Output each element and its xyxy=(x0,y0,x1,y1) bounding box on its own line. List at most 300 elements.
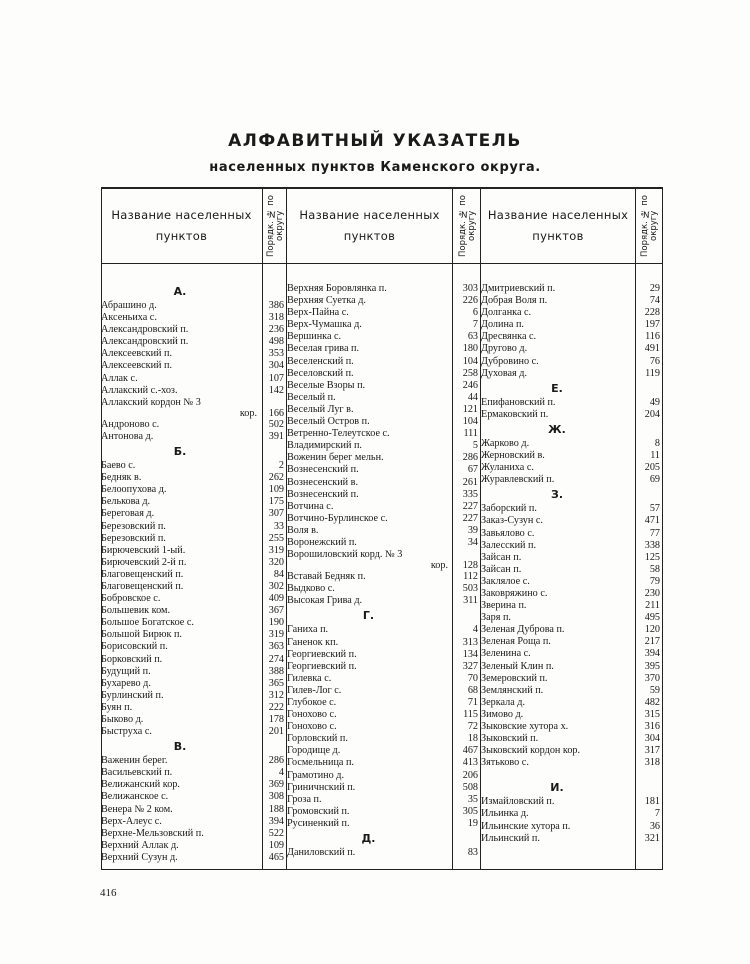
index-entry xyxy=(101,373,286,385)
entry-number: 77 xyxy=(649,527,660,539)
header-name-line1: Название населенных xyxy=(299,208,440,222)
entry-name: Заказ-Сузун с. xyxy=(481,515,543,527)
index-entry xyxy=(481,624,662,636)
entry-number: 121 xyxy=(462,403,478,415)
entry-name: Зайсан п. xyxy=(481,551,522,563)
entry-number: 391 xyxy=(268,430,284,442)
entry-name: Георгиевский п. xyxy=(287,660,357,672)
entry-name: Ильинка д. xyxy=(481,808,529,820)
index-entry xyxy=(101,779,286,791)
index-entry xyxy=(481,745,662,757)
entry-number: 471 xyxy=(644,515,660,527)
index-entry xyxy=(101,581,286,593)
entry-name: Быково д. xyxy=(101,714,144,725)
entry-name: Воля в. xyxy=(287,524,319,536)
index-entry xyxy=(101,484,286,496)
section-letter: И. xyxy=(550,781,564,795)
index-entry xyxy=(101,767,286,779)
entry-number: 394 xyxy=(644,648,660,660)
index-entry xyxy=(287,464,480,476)
entry-name: Владимирский п. xyxy=(287,440,362,452)
entry-name: Дресвянка с. xyxy=(481,331,537,343)
entry-number: 188 xyxy=(268,803,284,815)
entry-number: 482 xyxy=(644,696,660,708)
entry-name: Веселенский п. xyxy=(287,355,354,367)
index-entry xyxy=(481,528,662,540)
index-entry xyxy=(481,356,662,368)
entry-name: Верхний Аллак д. xyxy=(101,839,179,851)
index-entry xyxy=(287,283,480,295)
index-entry xyxy=(287,501,480,513)
index-entry xyxy=(287,770,480,782)
entry-name: Земеровский п. xyxy=(481,672,548,684)
index-entry xyxy=(101,472,286,484)
section-letter: З. xyxy=(551,488,563,502)
entry-name: Борисовский п. xyxy=(101,641,168,653)
entry-number: 7 xyxy=(472,319,478,331)
index-entry xyxy=(481,474,662,486)
index-entry xyxy=(287,392,480,404)
entry-name: Ганиха п. xyxy=(287,624,329,636)
entry-name: Землянский п. xyxy=(481,684,544,696)
entry-number: 394 xyxy=(268,815,284,827)
section-letter: Г. xyxy=(362,609,375,623)
entry-name: Веселые Взоры п. xyxy=(287,379,366,391)
index-entry xyxy=(481,438,662,450)
entry-number: 4 xyxy=(472,624,478,636)
index-table xyxy=(101,187,663,870)
index-entry xyxy=(287,624,480,636)
index-entry xyxy=(287,847,480,859)
entry-name: Гилев-Лог с. xyxy=(287,684,342,696)
header-name-line2: пунктов xyxy=(155,229,208,243)
entry-number: 107 xyxy=(268,372,284,384)
entry-number: 286 xyxy=(268,755,284,767)
index-entry xyxy=(287,295,480,307)
index-entry xyxy=(287,583,480,595)
entry-name: Громовский п. xyxy=(287,805,350,817)
index-entry xyxy=(481,576,662,588)
entry-number: 166 xyxy=(268,407,284,419)
entry-number: 317 xyxy=(644,745,660,757)
entry-name: Быструха с. xyxy=(101,726,152,738)
entry-number: 246 xyxy=(462,379,478,391)
index-entry xyxy=(101,593,286,605)
entry-name: Алексеевский п. xyxy=(101,348,173,360)
index-entry xyxy=(481,409,662,421)
index-entry xyxy=(287,319,480,331)
entry-name: Глубокое с. xyxy=(287,697,337,708)
index-entry xyxy=(101,804,286,816)
entry-number: 395 xyxy=(644,660,660,672)
index-entry xyxy=(287,549,480,561)
entry-name: Велижанский кор. xyxy=(101,779,180,791)
index-entry xyxy=(287,307,480,319)
index-entry xyxy=(101,690,286,702)
entry-number: 286 xyxy=(462,452,478,464)
index-entry xyxy=(287,757,480,769)
entry-number: 335 xyxy=(462,488,478,500)
entry-number: 304 xyxy=(268,360,284,372)
index-entry xyxy=(287,477,480,489)
index-entry xyxy=(481,503,662,515)
entry-name: Измайловский п. xyxy=(481,796,555,808)
entry-name: Буян п. xyxy=(101,701,133,713)
entry-name: Вознесенский п. xyxy=(287,488,359,500)
index-entry xyxy=(101,460,286,472)
entry-name: Зимово д. xyxy=(481,708,524,720)
index-entry xyxy=(101,300,286,312)
entry-name: Березовский п. xyxy=(101,532,166,544)
entry-number: 175 xyxy=(268,496,284,508)
header-name-line1: Название населенных xyxy=(487,208,629,222)
index-entry xyxy=(101,666,286,678)
index-entry xyxy=(287,489,480,501)
entry-number: 502 xyxy=(268,418,284,430)
entry-number: 316 xyxy=(644,721,660,732)
table-rule xyxy=(662,189,663,869)
entry-number: 320 xyxy=(268,556,284,568)
entry-continuation-text: кор. xyxy=(239,407,257,419)
section-letter: В. xyxy=(173,740,187,754)
entry-number: 134 xyxy=(462,648,478,660)
entry-number: 120 xyxy=(644,624,660,636)
index-entry xyxy=(287,404,480,416)
index-entry xyxy=(287,697,480,709)
entry-number: 312 xyxy=(268,689,284,701)
index-entry xyxy=(101,852,286,864)
entry-number: 8 xyxy=(654,437,660,449)
index-entry xyxy=(481,307,662,319)
entry-number: 35 xyxy=(467,793,478,805)
index-entry xyxy=(101,755,286,767)
index-entry xyxy=(101,702,286,714)
entry-name: Жерновский в. xyxy=(481,450,545,462)
entry-number: 522 xyxy=(268,827,284,839)
entry-number: 29 xyxy=(649,283,660,294)
entry-name: Зыковский кордон кор. xyxy=(481,745,581,757)
index-entry xyxy=(287,782,480,794)
index-entry xyxy=(287,595,480,607)
entry-name: Заклялое с. xyxy=(481,575,530,587)
entry-name: Воженин берег мельн. xyxy=(287,452,384,464)
entry-number: 142 xyxy=(268,384,284,396)
index-entry xyxy=(287,331,480,343)
entry-number: 261 xyxy=(462,476,478,488)
index-entry xyxy=(101,816,286,828)
index-entry xyxy=(287,343,480,355)
entry-number: 318 xyxy=(268,312,284,324)
entry-name: Выдково с. xyxy=(287,583,335,595)
entry-number: 76 xyxy=(649,355,660,367)
index-entry xyxy=(481,673,662,685)
index-entry xyxy=(287,806,480,818)
entry-number: 465 xyxy=(268,851,284,863)
index-entry xyxy=(287,637,480,649)
entry-number: 503 xyxy=(462,583,478,595)
entry-name: Долина п. xyxy=(481,319,524,331)
entry-name: Добрая Воля п. xyxy=(481,295,548,307)
entry-name: Зверина п. xyxy=(481,600,527,612)
index-entry xyxy=(481,343,662,355)
entry-number: 18 xyxy=(467,733,478,745)
index-entry xyxy=(101,385,286,397)
index-entry xyxy=(287,649,480,661)
entry-name: Верх-Чумашка д. xyxy=(287,319,362,331)
entry-name: Вотчина с. xyxy=(287,500,334,512)
entry-number: 338 xyxy=(644,539,660,551)
entry-name: Ермаковский п. xyxy=(481,408,549,420)
index-entry xyxy=(481,462,662,474)
entry-name: Ганенок кп. xyxy=(287,636,339,648)
entry-name: Благовещенский п. xyxy=(101,568,184,580)
section-letter: Ж. xyxy=(548,422,566,436)
entry-number: 44 xyxy=(467,391,478,403)
entry-name: Другово д. xyxy=(481,343,528,355)
entry-name: Бурлинский п. xyxy=(101,689,164,701)
index-entry xyxy=(101,629,286,641)
entry-name: Верхняя Суетка д. xyxy=(287,295,366,307)
entry-name: Зятьково с. xyxy=(481,757,529,769)
entry-name: Зеленая Роща п. xyxy=(481,636,551,648)
entry-name: Бухарево д. xyxy=(101,677,151,689)
entry-number: 217 xyxy=(644,636,660,648)
entry-number: 57 xyxy=(649,503,660,515)
index-entry xyxy=(481,283,662,295)
entry-number: 112 xyxy=(463,571,478,583)
index-entry xyxy=(287,661,480,673)
header-divider xyxy=(101,263,663,264)
entry-number: 201 xyxy=(268,726,284,738)
entry-name: Залесский п. xyxy=(481,539,537,551)
entry-name: Грамотино д. xyxy=(287,769,344,781)
entry-name: Аллакский с.-хоз. xyxy=(101,384,178,396)
entry-name: Андроново с. xyxy=(101,418,160,430)
index-entry xyxy=(287,513,480,525)
entry-number: 365 xyxy=(268,677,284,689)
index-entry xyxy=(481,564,662,576)
entry-number: 313 xyxy=(462,636,478,648)
entry-name: Абрашино д. xyxy=(101,300,157,311)
index-entry xyxy=(287,733,480,745)
index-entry xyxy=(101,840,286,852)
entry-number: 227 xyxy=(462,500,478,512)
index-entry xyxy=(101,419,286,431)
index-entry xyxy=(101,397,286,409)
entry-number: 327 xyxy=(462,660,478,672)
entry-name: Бирючевский 1-ый. xyxy=(101,544,186,556)
index-entry xyxy=(481,636,662,648)
index-entry xyxy=(287,537,480,549)
index-entry xyxy=(101,496,286,508)
entry-name: Вознесенский п. xyxy=(287,464,359,476)
entry-name: Веселый п. xyxy=(287,391,336,403)
entry-name: Воронежский п. xyxy=(287,536,357,548)
index-entry xyxy=(287,380,480,392)
index-entry xyxy=(481,295,662,307)
index-entry xyxy=(287,452,480,464)
entry-name: Городище д. xyxy=(287,745,341,757)
index-entry xyxy=(101,654,286,666)
entry-number: 386 xyxy=(268,300,284,311)
entry-name: Велижанское с. xyxy=(101,791,169,803)
entry-name: Алексеевский п. xyxy=(101,360,173,372)
entry-number: 2 xyxy=(278,460,284,472)
index-entry xyxy=(101,726,286,738)
entry-number: 236 xyxy=(268,324,284,336)
index-entry xyxy=(481,733,662,745)
entry-name: Вершинка с. xyxy=(287,331,342,343)
entry-name: Гилевка с. xyxy=(287,672,332,684)
entry-name: Заря п. xyxy=(481,612,511,624)
entry-number: 353 xyxy=(268,348,284,360)
index-entry xyxy=(101,791,286,803)
index-entry xyxy=(481,600,662,612)
column-header-number: Порядк. № по округу xyxy=(458,195,477,257)
entry-name: Аксеньиха с. xyxy=(101,312,157,324)
entry-number: 49 xyxy=(649,396,660,408)
entry-name: Белькова д. xyxy=(101,496,151,508)
index-entry xyxy=(101,605,286,617)
index-entry xyxy=(101,545,286,557)
entry-number: 302 xyxy=(268,580,284,592)
index-entry xyxy=(287,745,480,757)
entry-name: Зеленая Дуброва п. xyxy=(481,624,565,636)
entry-number: 74 xyxy=(649,295,660,307)
entry-number: 498 xyxy=(268,336,284,348)
entry-number: 318 xyxy=(644,757,660,769)
entry-name: Веселовский п. xyxy=(287,367,354,379)
entry-number: 119 xyxy=(645,367,660,379)
entry-name: Заковряжино с. xyxy=(481,587,548,599)
entry-name: Ильинский п. xyxy=(481,832,540,844)
index-entry xyxy=(101,324,286,336)
entry-number: 128 xyxy=(462,560,478,572)
index-entry xyxy=(101,569,286,581)
entry-name: Аллак с. xyxy=(101,372,138,384)
header-name-line2: пунктов xyxy=(532,229,584,243)
entry-number: 319 xyxy=(268,629,284,641)
entry-name: Госмельница п. xyxy=(287,757,354,769)
index-entry xyxy=(287,571,480,583)
index-entry xyxy=(101,508,286,520)
entry-number: 363 xyxy=(268,641,284,653)
entry-number: 409 xyxy=(268,593,284,605)
entry-number: 211 xyxy=(645,600,660,612)
column-header-name xyxy=(101,205,262,247)
entry-number: 491 xyxy=(644,343,660,355)
index-entry xyxy=(481,450,662,462)
index-entry xyxy=(287,721,480,733)
index-entry xyxy=(481,685,662,697)
entry-continuation xyxy=(101,409,286,419)
entry-name: Дубровино с. xyxy=(481,355,539,367)
entry-number: 495 xyxy=(644,612,660,624)
index-entry xyxy=(101,348,286,360)
index-entry xyxy=(287,368,480,380)
index-entry xyxy=(101,312,286,324)
index-entry xyxy=(481,796,662,808)
entry-number: 206 xyxy=(462,769,478,781)
entry-number: 5 xyxy=(472,440,478,452)
entry-number: 190 xyxy=(268,617,284,629)
index-entry xyxy=(101,557,286,569)
index-entry xyxy=(481,697,662,709)
entry-name: Антонова д. xyxy=(101,430,154,442)
index-entry xyxy=(481,757,662,769)
entry-name: Ворошиловский корд. № 3 xyxy=(287,549,403,561)
entry-number: 125 xyxy=(644,551,660,563)
entry-number: 115 xyxy=(463,709,478,721)
index-entry xyxy=(481,397,662,409)
entry-name: Гриничнский п. xyxy=(287,781,356,793)
entry-number: 68 xyxy=(467,684,478,696)
index-entry xyxy=(481,552,662,564)
entry-number: 258 xyxy=(462,367,478,379)
index-entry xyxy=(101,533,286,545)
index-entry xyxy=(287,416,480,428)
entry-number: 255 xyxy=(268,532,284,544)
entry-number: 413 xyxy=(462,757,478,769)
entry-name: Бобровское с. xyxy=(101,593,161,605)
index-entry xyxy=(481,612,662,624)
entry-column-2 xyxy=(287,283,480,859)
entry-number: 222 xyxy=(268,701,284,713)
entry-name: Зыковский п. xyxy=(481,733,539,745)
index-entry xyxy=(481,661,662,673)
entry-name: Большое Богатское с. xyxy=(101,617,194,629)
entry-name: Веселый Остров п. xyxy=(287,416,370,428)
entry-number: 305 xyxy=(462,805,478,817)
entry-number: 226 xyxy=(462,295,478,307)
entry-number: 319 xyxy=(268,544,284,556)
entry-number: 4 xyxy=(278,767,284,779)
section-letter: Е. xyxy=(551,381,563,395)
page-subtitle: населенных пунктов Каменского округа. xyxy=(209,160,541,175)
entry-number: 388 xyxy=(268,665,284,677)
entry-number: 71 xyxy=(467,697,478,708)
column-header-name xyxy=(287,205,452,247)
index-entry xyxy=(481,808,662,820)
entry-name: Дмитриевский п. xyxy=(481,283,556,294)
entry-number: 19 xyxy=(467,817,478,829)
entry-name: Ильинские хутора п. xyxy=(481,820,571,832)
entry-number: 311 xyxy=(463,595,478,607)
entry-name: Ветренно-Телеутское с. xyxy=(287,428,390,440)
index-entry xyxy=(481,319,662,331)
entry-number: 227 xyxy=(462,512,478,524)
index-entry xyxy=(287,709,480,721)
index-entry xyxy=(287,356,480,368)
entry-name: Зеленина с. xyxy=(481,648,531,660)
index-entry xyxy=(101,714,286,726)
entry-name: Горловский п. xyxy=(287,733,348,745)
entry-number: 84 xyxy=(273,568,284,580)
entry-name: Гонохово с. xyxy=(287,721,337,733)
entry-number: 34 xyxy=(467,536,478,548)
entry-number: 307 xyxy=(268,508,284,520)
entry-name: Важенин берег. xyxy=(101,755,168,767)
entry-name: Верхне-Мельзовский п. xyxy=(101,827,204,839)
entry-number: 308 xyxy=(268,791,284,803)
index-entry xyxy=(481,721,662,733)
entry-name: Вознесенский в. xyxy=(287,476,359,488)
index-entry xyxy=(481,540,662,552)
entry-name: Аллакский кордон № 3 xyxy=(101,396,201,408)
entry-number: 274 xyxy=(268,653,284,665)
entry-number: 7 xyxy=(654,808,660,820)
entry-number: 116 xyxy=(645,331,660,343)
